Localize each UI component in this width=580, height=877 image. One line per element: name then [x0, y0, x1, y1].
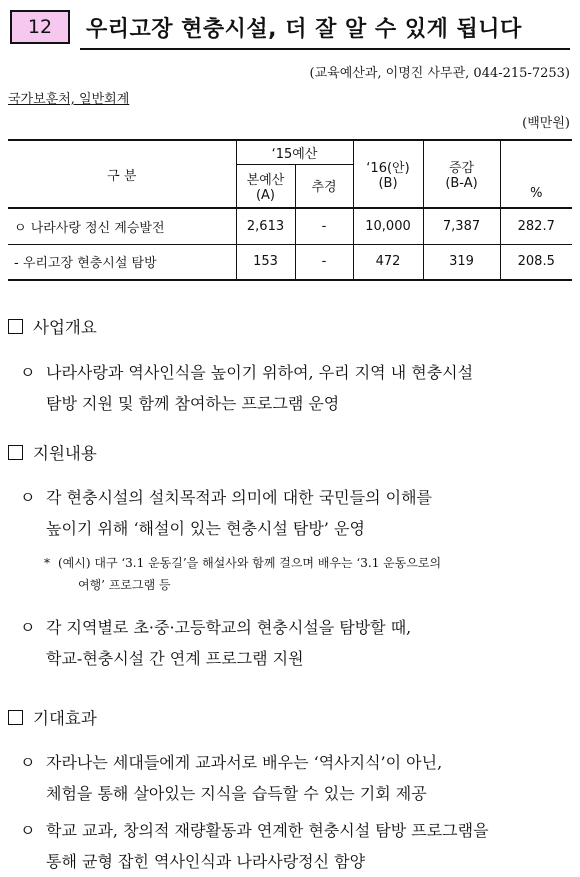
section-title: 사업개요 — [33, 318, 97, 337]
header-change: 증감 (B-A) — [423, 140, 500, 208]
budget-table — [8, 139, 572, 281]
table-row — [8, 244, 572, 280]
header-16-budget: ‘16(안) (B) — [353, 140, 423, 208]
contact-info: (교육예산과, 이명진 사무관, 044-215-7253) — [309, 66, 570, 81]
checkbox-square-icon — [8, 445, 23, 460]
section-title: 기대효과 — [33, 709, 97, 728]
document-title: 우리고장 현충시설, 더 잘 알 수 있게 됩니다 — [86, 17, 522, 42]
header-category: 구 분 — [8, 140, 236, 208]
header-supplementary: 추경 — [295, 164, 353, 208]
checkbox-square-icon — [8, 710, 23, 725]
cell-a: 2,613 — [236, 208, 295, 244]
unit-label: (백만원) — [522, 116, 570, 131]
title-underline — [80, 48, 570, 50]
circle-bullet-icon: ㅇ — [20, 753, 36, 772]
header-15-budget: ‘15예산 — [236, 140, 353, 164]
circle-bullet-icon: ㅇ — [20, 488, 36, 507]
cell-pct: 208.5 — [500, 244, 572, 280]
department-account: 국가보훈처, 일반회계 — [8, 92, 130, 107]
header-percent: % — [500, 140, 572, 208]
section-heading-support — [8, 440, 97, 464]
section-heading-overview — [8, 314, 97, 338]
section-title: 지원내용 — [33, 444, 97, 463]
cell-pct: 282.7 — [500, 208, 572, 244]
document-header — [8, 8, 572, 50]
example-note: * (예시) 대구 ‘3.1 운동길’을 해설사와 함께 걸으며 배우는 ‘3.1 운동으로의 여행’ 프로그램 등 — [44, 552, 441, 596]
list-item: ㅇ 각 지역별로 초·중·고등학교의 현충시설을 탐방할 때, 학교-현충시설 간 연계 프로그램 지원 — [20, 612, 411, 674]
list-item: ㅇ 학교 교과, 창의적 재량활동과 연계한 현충시설 탐방 프로그램을 통해 균형 잡힌 역사인식과 나라사랑정신 함양 — [20, 815, 489, 877]
circle-bullet-icon: ㅇ — [20, 821, 36, 840]
cell-supp: - — [295, 208, 353, 244]
section-heading-effects — [8, 705, 97, 729]
list-item: ㅇ 각 현충시설의 설치목적과 의미에 대한 국민들의 이해를 높이기 위해 ‘해설이 있는 현충시설 탐방’ 운영 — [20, 482, 432, 544]
circle-bullet-icon: ㅇ — [20, 363, 36, 382]
cell-diff: 7,387 — [423, 208, 500, 244]
cell-b: 10,000 — [353, 208, 423, 244]
list-item: ㅇ 자라나는 세대들에게 교과서로 배우는 ‘역사지식’이 아닌, 체험을 통해 살아있는 지식을 습득할 수 있는 기회 제공 — [20, 747, 442, 809]
cell-a: 153 — [236, 244, 295, 280]
section-number-badge: 12 — [10, 10, 70, 44]
cell-b: 472 — [353, 244, 423, 280]
header-main-budget: 본예산 (A) — [236, 164, 295, 208]
row-label: - 우리고장 현충시설 탐방 — [8, 244, 236, 280]
asterisk-icon: * — [44, 556, 50, 570]
checkbox-square-icon — [8, 319, 23, 334]
row-label: ㅇ 나라사랑 정신 계승발전 — [8, 208, 236, 244]
cell-supp: - — [295, 244, 353, 280]
list-item: ㅇ 나라사랑과 역사인식을 높이기 위하여, 우리 지역 내 현충시설 탐방 지원 및 함께 참여하는 프로그램 운영 — [20, 357, 473, 419]
table-row — [8, 208, 572, 244]
cell-diff: 319 — [423, 244, 500, 280]
circle-bullet-icon: ㅇ — [20, 618, 36, 637]
